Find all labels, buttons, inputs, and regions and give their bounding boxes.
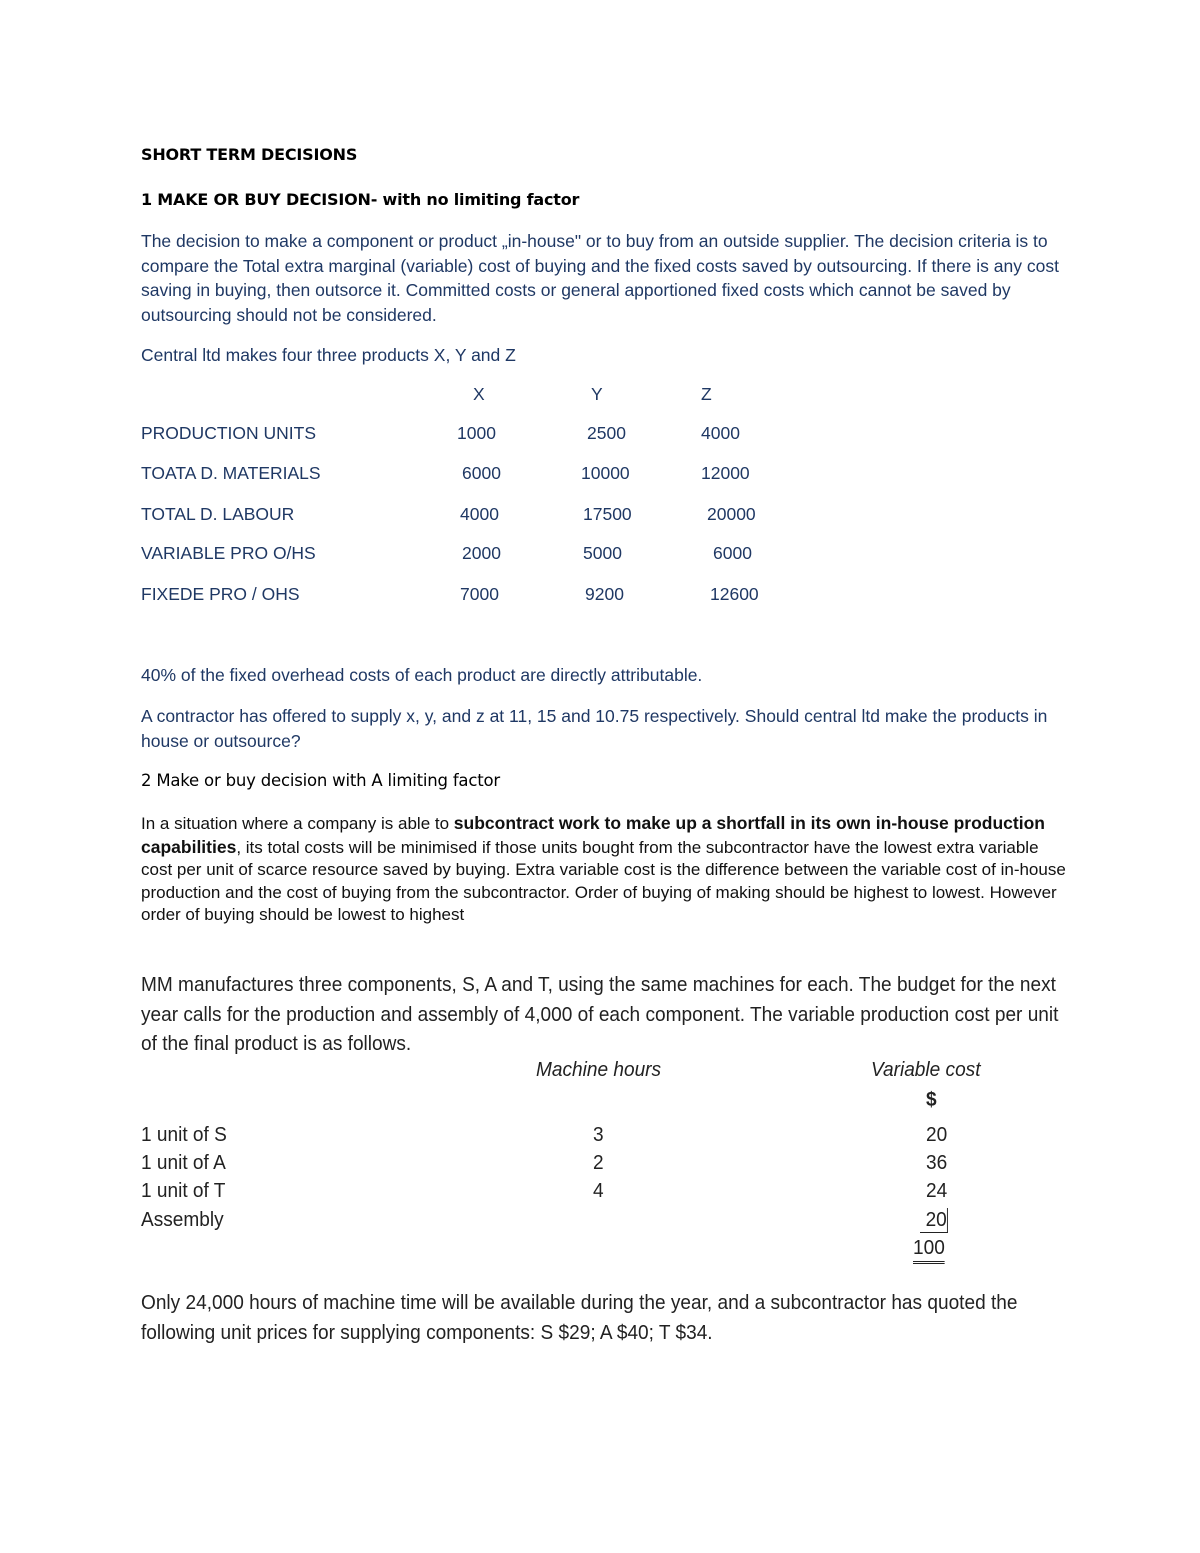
- cell-y: 10000: [581, 463, 630, 483]
- mm-row-cost: 24: [926, 1179, 948, 1202]
- col-machine-hours: Machine hours: [536, 1058, 662, 1081]
- section-1-heading: 1 MAKE OR BUY DECISION- with no limiting factor: [141, 190, 580, 209]
- cell-z: 12600: [710, 584, 759, 604]
- cell-x: 6000: [462, 463, 501, 483]
- overhead-note: 40% of the fixed overhead costs of each product are directly attributable.: [141, 665, 703, 685]
- mm-row-hours: 2: [593, 1151, 604, 1174]
- page-title: SHORT TERM DECISIONS: [141, 145, 358, 164]
- row-label: VARIABLE PRO O/HS: [141, 543, 316, 563]
- mm-total: 100: [913, 1235, 945, 1264]
- cell-y: 2500: [587, 423, 626, 443]
- limiting-factor-paragraph: [141, 812, 1071, 927]
- cell-y: 17500: [583, 504, 632, 524]
- row-label: FIXEDE PRO / OHS: [141, 584, 300, 604]
- mm-row-hours: 4: [593, 1179, 604, 1202]
- section-2-heading: 2 Make or buy decision with A limiting factor: [141, 771, 500, 790]
- cell-x: 1000: [457, 423, 496, 443]
- mm-row-cost: 20: [920, 1208, 948, 1233]
- row-label: PRODUCTION UNITS: [141, 423, 316, 443]
- mm-row-label: Assembly: [141, 1208, 224, 1231]
- mm-closing: Only 24,000 hours of machine time will be available during the year, and a subcontractor has quoted the following unit prices for supplying components: S $29; A $40; T $34.: [141, 1291, 1018, 1344]
- cell-x: 7000: [460, 584, 499, 604]
- cell-x: 4000: [460, 504, 499, 524]
- mm-row-label: 1 unit of T: [141, 1179, 226, 1202]
- mm-row-cost: 36: [926, 1151, 948, 1174]
- currency-symbol: $: [926, 1088, 937, 1111]
- para-bold: subcontract work to make up a shortfall in its own in-house production capabilities: [141, 813, 1045, 857]
- cell-z: 6000: [713, 543, 752, 563]
- mm-intro: MM manufactures three components, S, A and T, using the same machines for each. The budget for the next year calls for the production and assembly of 4,000 of each component. The variable production cost per unit of the final product is as follows.: [141, 973, 1059, 1055]
- mm-row-label: 1 unit of S: [141, 1123, 227, 1146]
- cell-z: 20000: [707, 504, 756, 524]
- row-label: TOTAL D. LABOUR: [141, 504, 295, 524]
- col-header-x: X: [473, 384, 485, 404]
- para-start: In a situation where a company is able to: [141, 814, 454, 833]
- cell-z: 12000: [701, 463, 750, 483]
- para-end: , its total costs will be minimised if those units bought from the subcontractor have the lowest extra variable cost per unit of scarce resource saved by buying. Extra variable cost is the difference between the variable cost of in-house production and the cost of buying from the subcontractor. Order of buying of making should be highest to lowest. However order of buying should be lowest to highest: [141, 837, 1066, 925]
- cell-z: 4000: [701, 423, 740, 443]
- mm-row-cost: 20: [926, 1123, 948, 1146]
- section-1-intro: The decision to make a component or product „in-house" or to buy from an outside supplier. The decision criteria is to compare the Total extra marginal (variable) cost of buying and the fixed costs saved by outsourcing. If there is any cost saving in buying, then outsorce it. Committed costs or general apportioned fixed costs which cannot be saved by outsourcing should not be considered.: [141, 231, 1059, 325]
- mm-row-hours: 3: [593, 1123, 604, 1146]
- mm-row-label: 1 unit of A: [141, 1151, 226, 1174]
- contractor-question: A contractor has offered to supply x, y, and z at 11, 15 and 10.75 respectively. Should central ltd make the products in house or outsource?: [141, 706, 1048, 751]
- row-label: TOATA D. MATERIALS: [141, 463, 321, 483]
- cell-x: 2000: [462, 543, 501, 563]
- col-header-z: Z: [701, 384, 712, 404]
- cell-y: 5000: [583, 543, 622, 563]
- cell-y: 9200: [585, 584, 624, 604]
- col-variable-cost: Variable cost: [871, 1058, 981, 1081]
- col-header-y: Y: [591, 384, 603, 404]
- example-line: Central ltd makes four three products X, Y and Z: [141, 345, 516, 365]
